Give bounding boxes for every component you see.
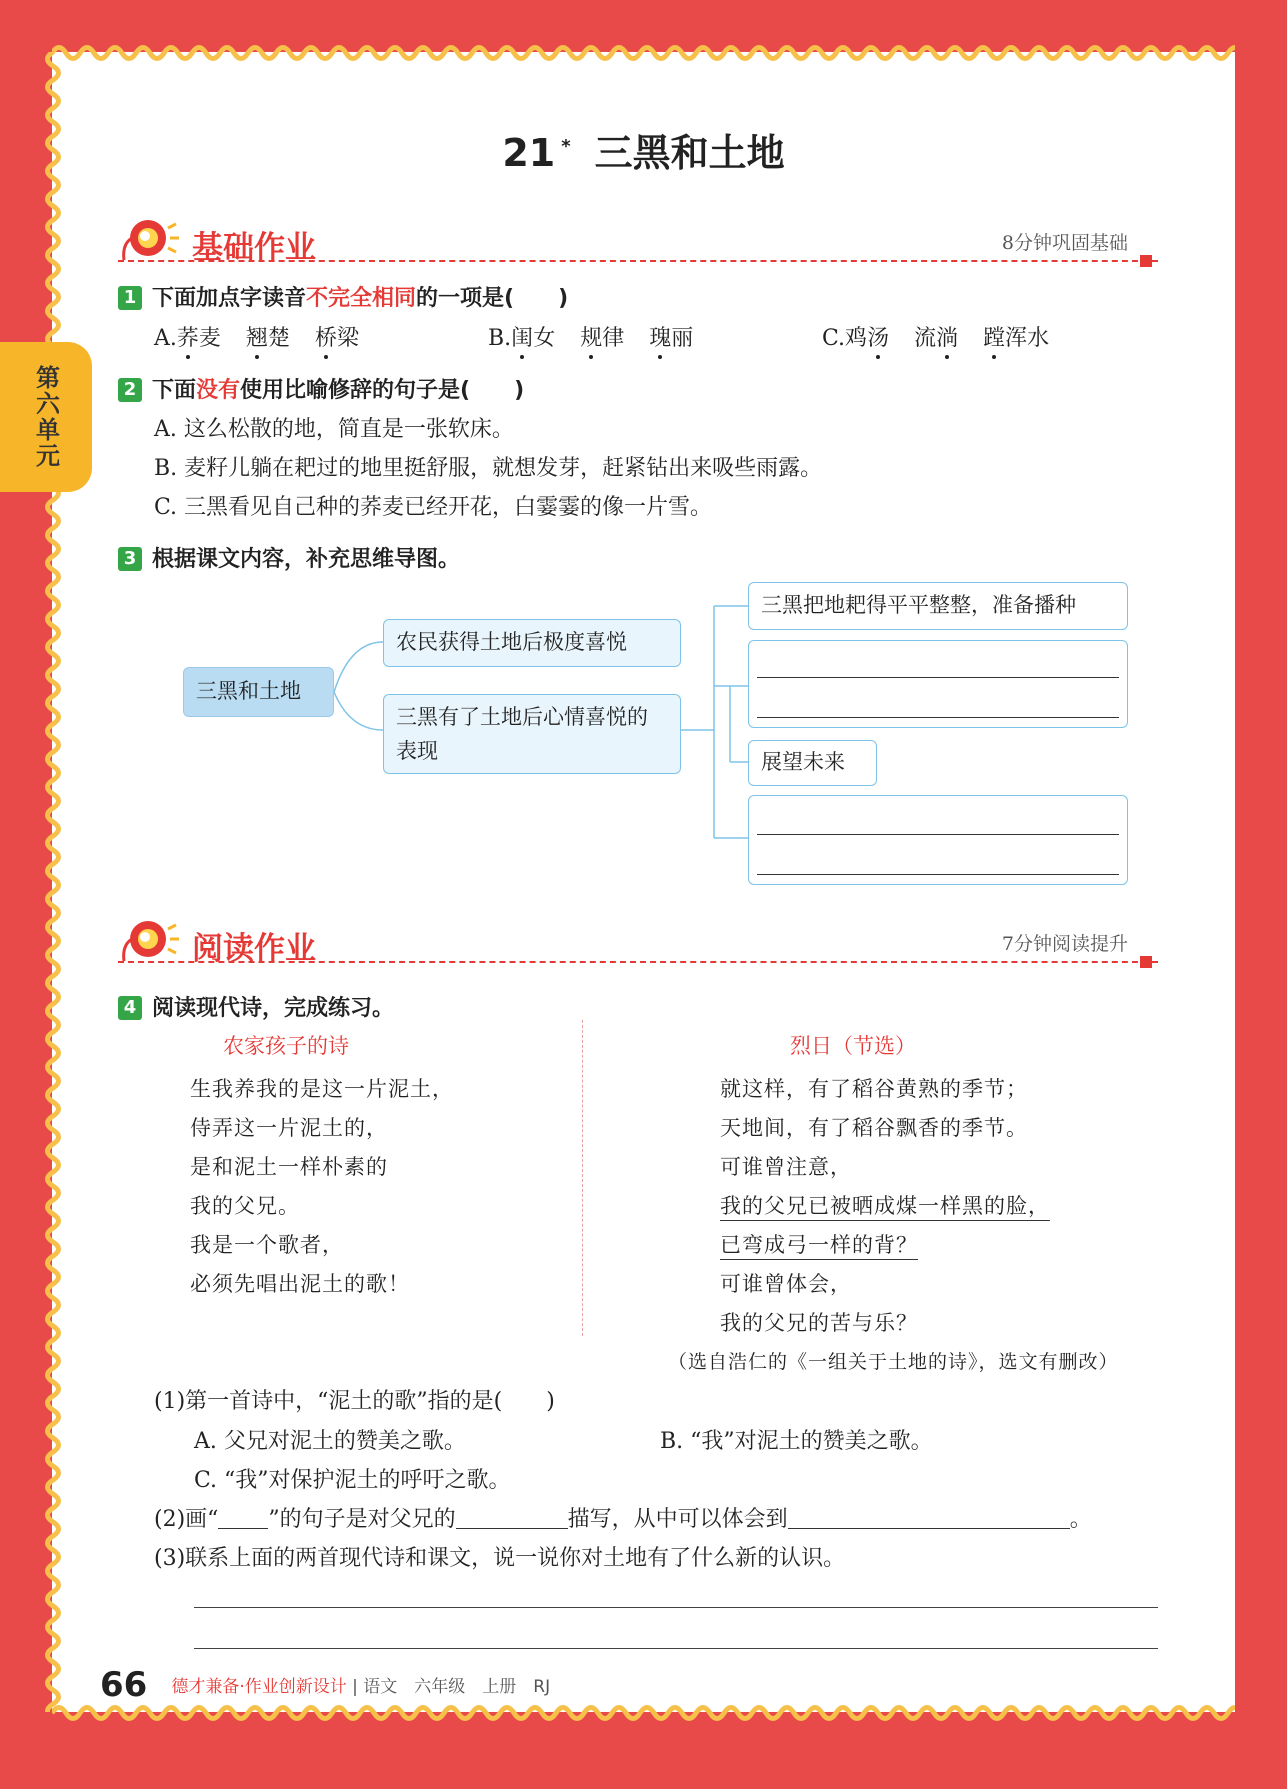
mind-map-branch-1: 农民获得土地后极度喜悦: [383, 619, 681, 667]
question-4-number: 4: [118, 996, 142, 1020]
lesson-title: [0, 122, 1287, 177]
section-reading-header: [118, 915, 1158, 965]
underline-sample: [218, 1508, 268, 1529]
section-basic-title: 基础作业: [192, 230, 316, 266]
poem-1-title: 农家孩子的诗: [223, 1034, 349, 1058]
q2-stem-pre: 下面: [152, 378, 197, 403]
dotted-char: 闺: [511, 321, 533, 352]
question-1-stem: [118, 281, 568, 312]
dotted-char: 淌: [936, 321, 958, 352]
section-basic-header: [118, 214, 1158, 264]
q1-option-c-letter: C.: [822, 326, 846, 351]
poem-2-line-underlined: 我的父兄已被晒成煤一样黑的脸，: [720, 1194, 1050, 1221]
q4-sub1-option-a: A. 父兄对泥土的赞美之歌。: [194, 1429, 466, 1454]
lesson-number: 21: [502, 131, 556, 175]
char: 律: [602, 326, 625, 351]
wavy-border-bottom: [52, 1702, 1235, 1724]
mind-map-leaf-1: 三黑把地耙得平平整整，准备播种: [748, 582, 1128, 630]
q4-sub3-stem: (3)联系上面的两首现代诗和课文，说一说你对土地有了什么新的认识。: [154, 1546, 846, 1571]
char: 楚: [267, 326, 290, 351]
question-3-stem: [118, 542, 460, 573]
q4-sub2-text-3: 描写，从中可以体会到: [567, 1507, 788, 1532]
footer-brand: 德才兼备·作业创新设计: [171, 1677, 347, 1697]
divider-end-mark: [1140, 255, 1152, 267]
answer-blank[interactable]: [788, 1508, 1070, 1529]
answer-blank[interactable]: [456, 1508, 568, 1529]
q4-sub2-text-1: (2)画“: [154, 1507, 219, 1532]
poem-divider: [582, 1020, 583, 1336]
lesson-mark: *: [561, 136, 571, 158]
char: 麦: [198, 326, 221, 351]
poem-2-line-underlined-wrap: [720, 1190, 1050, 1220]
unit-side-tab-label: 第六单元: [31, 365, 60, 469]
section-reading-title: 阅读作业: [192, 931, 316, 967]
question-2-number: 2: [118, 378, 142, 402]
q2-option-b: B. 麦籽儿躺在耙过的地里挺舒服，就想发芽，赶紧钻出来吸些雨露。: [154, 456, 823, 481]
page-number: 66: [100, 1665, 148, 1705]
mind-map-root: 三黑和土地: [183, 667, 334, 717]
poem-2-line-underlined-wrap: [720, 1229, 918, 1259]
poem-2-line: 可谁曾注意，: [720, 1155, 852, 1179]
poem-2-line: 天地间，有了稻谷飘香的季节。: [720, 1116, 1028, 1140]
char: 丽: [671, 326, 694, 351]
dotted-char: 汤: [867, 321, 889, 352]
wavy-border-left: [42, 52, 64, 1712]
q1-option-c: [822, 321, 1049, 352]
char: 梁: [336, 326, 359, 351]
answer-line[interactable]: [194, 1607, 1158, 1608]
q4-sub2-text-4: 。: [1069, 1507, 1092, 1532]
q2-stem-post: 使用比喻修辞的句子是( ): [240, 378, 525, 403]
char: 浑水: [1005, 326, 1050, 351]
q4-sub2-text-2: ”的句子是对父兄的: [268, 1507, 456, 1532]
q1-option-a: [154, 321, 359, 352]
wavy-border-top: [52, 42, 1235, 64]
poem-1-line: 是和泥土一样朴素的: [190, 1155, 388, 1179]
section-reading-time-tag: 7分钟阅读提升: [1001, 933, 1128, 955]
lesson-title-text: 三黑和土地: [594, 131, 785, 175]
q1-stem-post: 的一项是( ): [416, 286, 569, 311]
mind-map-leaf-3: 展望未来: [748, 740, 877, 786]
q1-stem-pre: 下面加点字读音: [152, 286, 307, 311]
char: 鸡: [845, 326, 868, 351]
poem-source-note: （选自浩仁的《一组关于土地的诗》，选文有删改）: [668, 1351, 1119, 1373]
question-1-number: 1: [118, 286, 142, 310]
section-divider: [118, 961, 1158, 963]
dotted-char: 瑰: [649, 321, 671, 352]
poem-1-line: 侍弄这一片泥土的，: [190, 1116, 388, 1140]
q4-stem-text: 阅读现代诗，完成练习。: [152, 996, 395, 1021]
q2-option-c: C. 三黑看见自己种的荞麦已经开花，白霎霎的像一片雪。: [154, 495, 713, 520]
dotted-char: 翘: [246, 321, 268, 352]
footer-separator: |: [346, 1677, 364, 1697]
q4-sub2: [154, 1502, 1092, 1533]
answer-blank-line: [757, 874, 1119, 875]
footer-info: 语文 六年级 上册 RJ: [363, 1677, 551, 1697]
q4-sub1-option-b: B. “我”对泥土的赞美之歌。: [660, 1429, 933, 1454]
dotted-char: 桥: [315, 321, 337, 352]
dotted-char: 荞: [177, 321, 199, 352]
q1-option-b: [488, 321, 693, 352]
poem-2-line: 就这样，有了稻谷黄熟的季节；: [720, 1077, 1028, 1101]
dotted-char: 蹚: [983, 321, 1005, 352]
section-divider: [118, 260, 1158, 262]
poem-2-line: 我的父兄的苦与乐？: [720, 1311, 918, 1335]
q4-sub1-stem: (1)第一首诗中，“泥土的歌”指的是( ): [154, 1389, 555, 1414]
q3-stem-text: 根据课文内容，补充思维导图。: [152, 547, 461, 572]
poem-1-line: 我的父兄。: [190, 1194, 300, 1218]
poem-2-line-underlined: 已弯成弓一样的背？: [720, 1233, 918, 1260]
q4-sub1-option-c: C. “我”对保护泥土的呼吁之歌。: [194, 1468, 511, 1493]
char: 女: [533, 326, 556, 351]
poem-1-line: 生我养我的是这一片泥土，: [190, 1077, 454, 1101]
question-4-stem: [118, 991, 394, 1022]
unit-side-tab: [0, 342, 92, 492]
answer-blank-line: [757, 677, 1119, 678]
section-basic-time-tag: 8分钟巩固基础: [1001, 232, 1128, 254]
q2-stem-highlight: 没有: [196, 378, 241, 403]
poem-1-line: 我是一个歌者，: [190, 1233, 344, 1257]
mind-map-leaf-2-blank[interactable]: [748, 640, 1128, 728]
question-2-stem: [118, 373, 524, 404]
q1-option-b-letter: B.: [488, 326, 512, 351]
page-footer: [100, 1665, 550, 1705]
mind-map-leaf-4-blank[interactable]: [748, 795, 1128, 885]
answer-blank-line: [757, 717, 1119, 718]
poem-2-line: 可谁曾体会，: [720, 1272, 852, 1296]
char: 流: [914, 326, 937, 351]
answer-line[interactable]: [194, 1648, 1158, 1649]
q2-option-a: A. 这么松散的地，简直是一张软床。: [154, 417, 514, 442]
dotted-char: 规: [580, 321, 602, 352]
poem-1-line: 必须先唱出泥土的歌！: [190, 1272, 410, 1296]
mind-map-branch-2: 三黑有了土地后心情喜悦的表现: [383, 694, 681, 774]
poem-2-title: 烈日（节选）: [790, 1034, 916, 1058]
answer-blank-line: [757, 834, 1119, 835]
divider-end-mark: [1140, 956, 1152, 968]
question-3-number: 3: [118, 547, 142, 571]
q1-stem-highlight: 不完全相同: [306, 286, 417, 311]
q1-option-a-letter: A.: [154, 326, 177, 351]
